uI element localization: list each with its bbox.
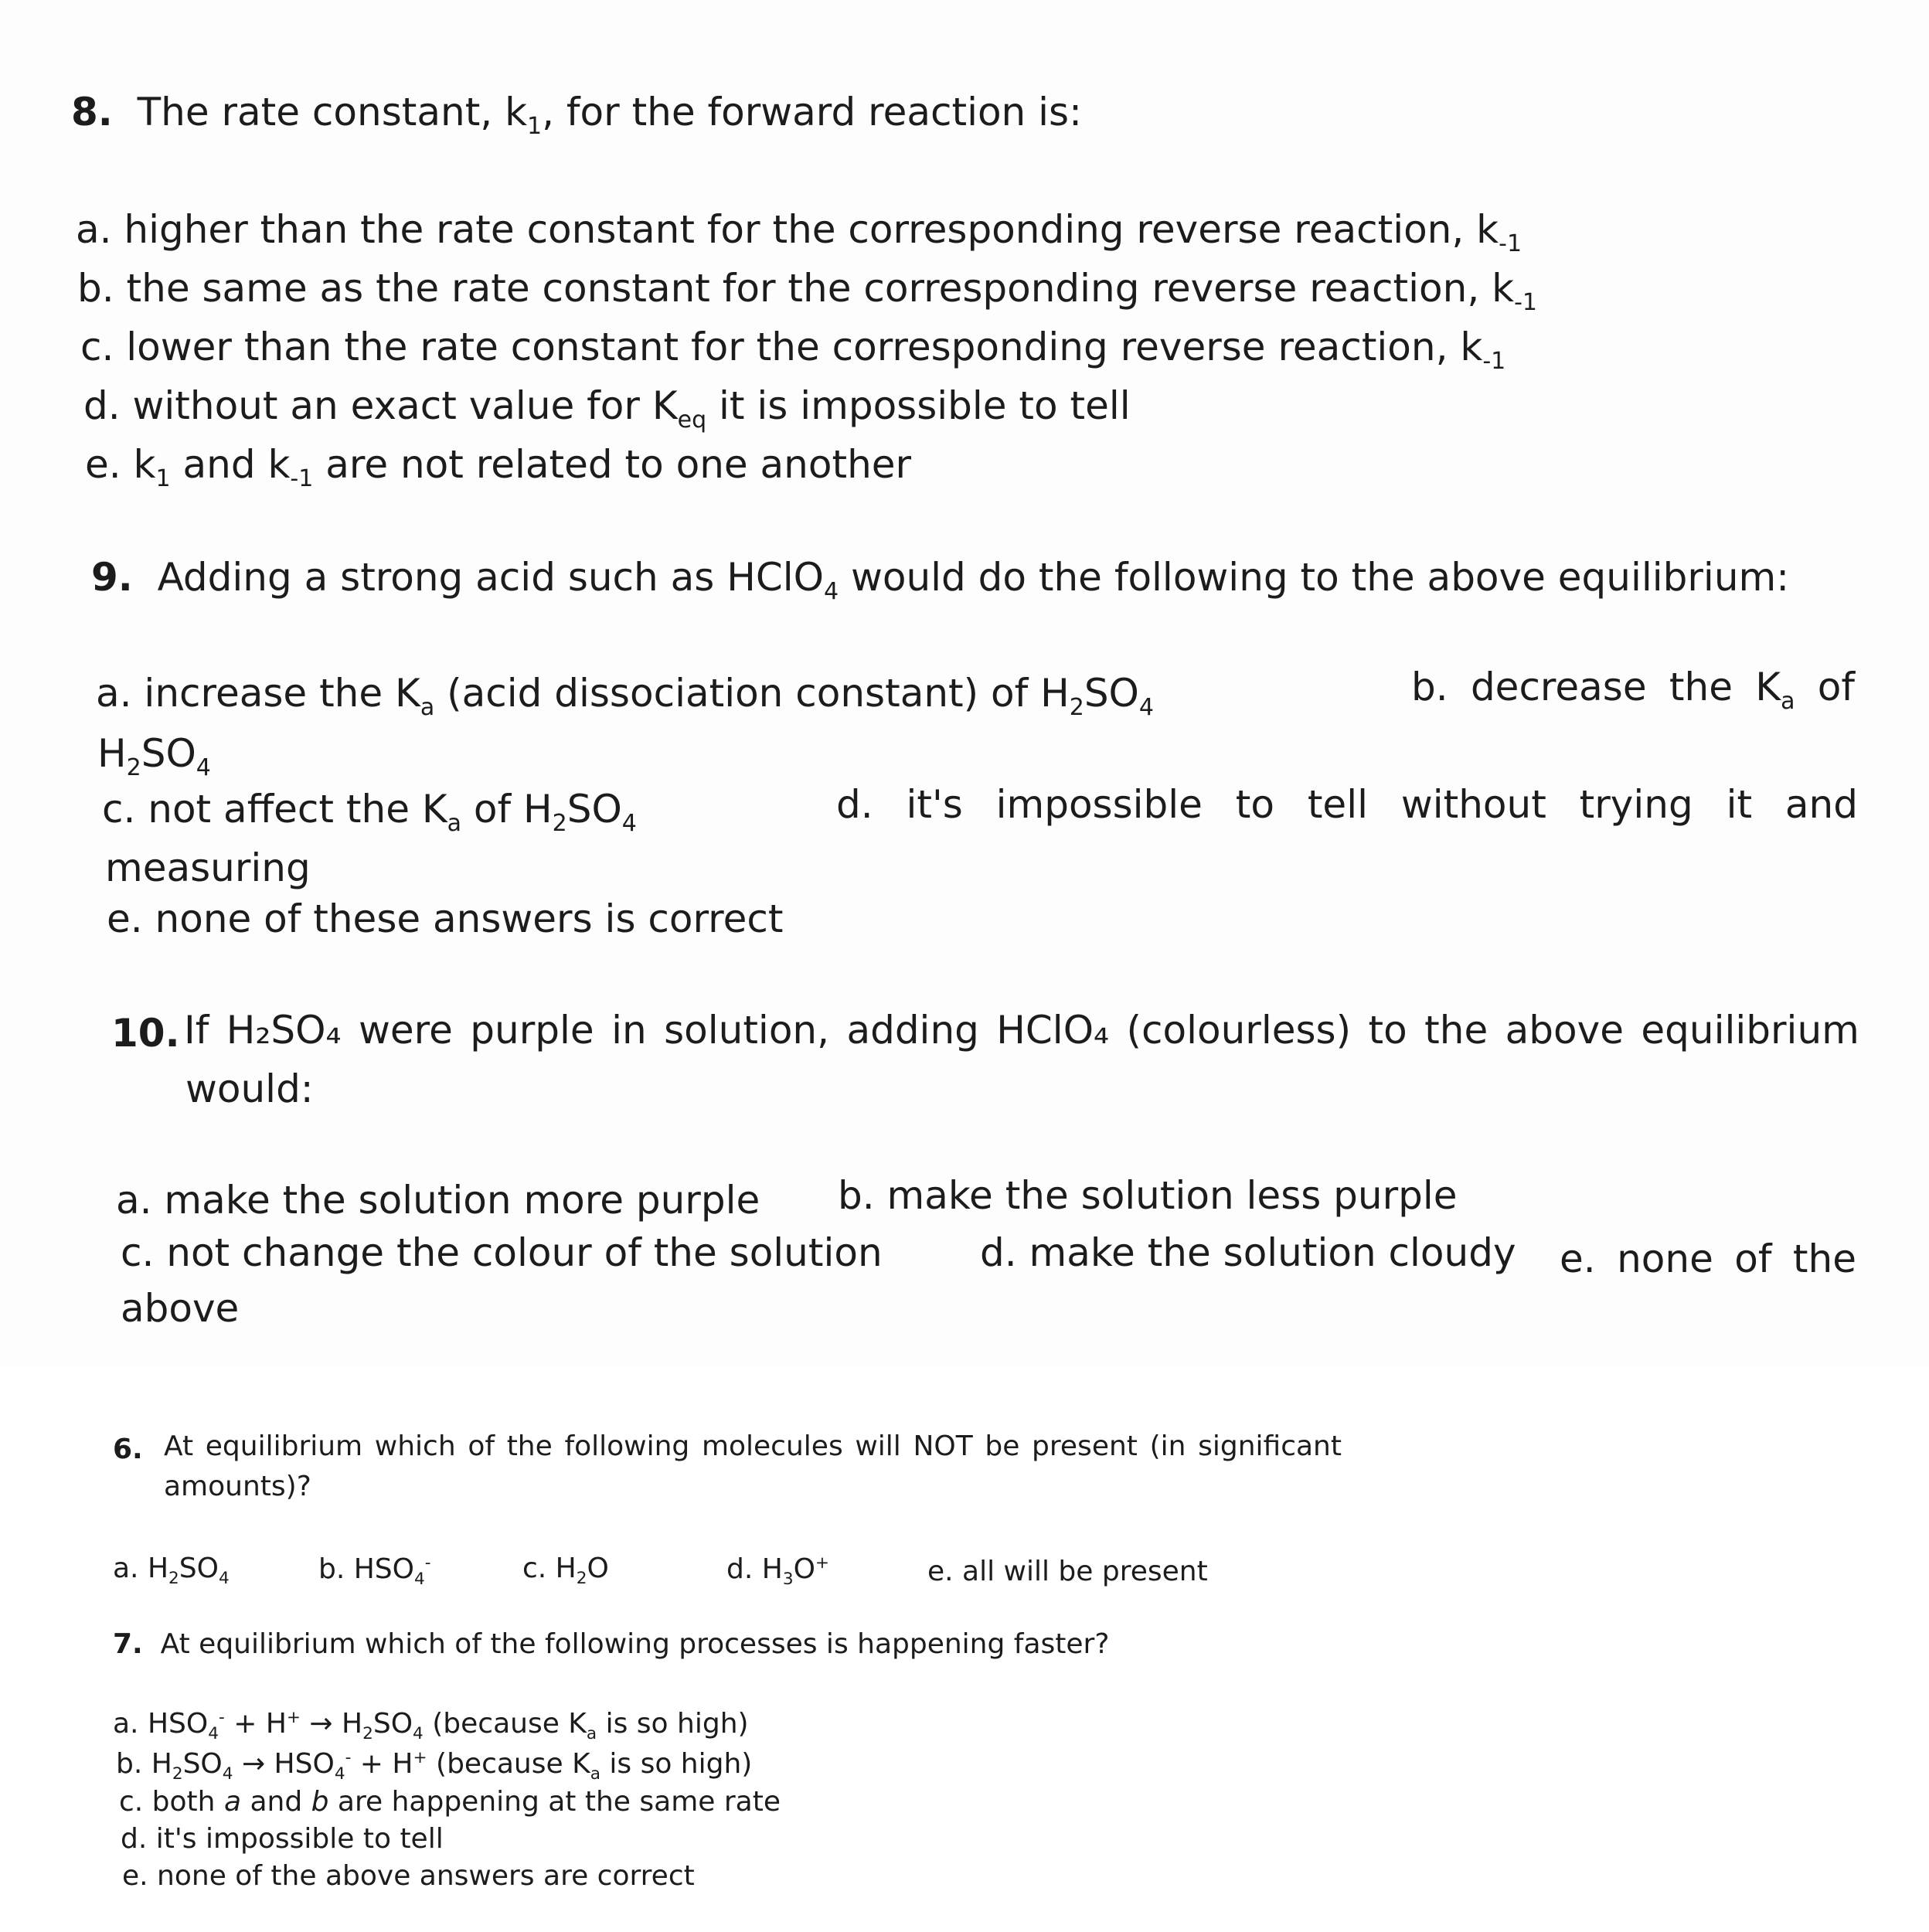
option-10d: d. make the solution cloudy [980,1230,1516,1275]
option-8e: e. $k_1$ and $k_{-1}$ are not related to one another [85,442,912,492]
question-text: At equilibrium which of the following processes is happening faster? [160,1628,1110,1660]
option-9b-wrap: $H_2SO_4$ [97,731,211,781]
option-8a: a. higher than the rate constant for the corresponding reverse reaction, $k_{-1}$ [76,207,1522,257]
option-7c: c. both a and b are happening at the same rate [119,1786,781,1818]
option-7a: a. $HSO_4^- + H^+ \to H_2SO_4$ (because $K_a$ is so high) [113,1708,749,1744]
option-6e: e. all will be present [927,1556,1208,1587]
question-text: Adding a strong acid such as HClO$_4$ would do the following to the above equilibrium: [157,555,1790,605]
option-10e: e. none of the [1560,1236,1856,1281]
option-9d: d. it's impossible to tell without trying it and [836,782,1858,827]
option-9d-wrap: measuring [105,845,311,890]
option-6a: a. $H_2SO_4$ [113,1553,230,1589]
option-6b: b. $HSO_4^-$ [318,1553,431,1590]
question-10-text: If H₂SO₄ were purple in solution, adding HClO₄ (colourless) to the above equilibrium [184,1008,1859,1053]
option-9e: e. none of these answers is correct [107,896,784,941]
question-text: The rate constant, $k_1$, for the forward reaction is: [137,90,1082,140]
option-9c: c. not affect the $K_a$ of $H_2SO_4$ [102,787,637,837]
question-9 [91,555,1790,605]
scanned-page-bottom [0,1366,1449,1932]
question-6-text: At equilibrium which of the following molecules will NOT be present (in significant [164,1430,1342,1462]
option-9a: a. increase the $K_a$ (acid dissociation constant) of $H_2SO_4$ [96,671,1154,721]
question-number: 10. [111,1011,180,1056]
question-6-text-wrap: amounts)? [164,1471,311,1502]
option-7e: e. none of the above answers are correct [122,1860,695,1892]
question-number: 9. [91,555,133,600]
option-8d: d. without an exact value for $K_{eq}$ it is impossible to tell [83,383,1131,434]
option-7d: d. it's impossible to tell [121,1823,444,1855]
option-10a: a. make the solution more purple [116,1178,760,1223]
option-10b: b. make the solution less purple [838,1173,1458,1218]
question-7 [113,1628,1110,1660]
option-8b: b. the same as the rate constant for the corresponding reverse reaction, $k_{-1}$ [77,266,1537,316]
question-number: 7. [113,1628,143,1660]
option-7b: b. $H_2SO_4 \to HSO_4^- + H^+$ (because $K_a$ is so high) [116,1748,753,1784]
question-8 [71,90,1082,140]
question-10-text-wrap: would: [185,1066,314,1111]
question-number: 6. [113,1434,143,1465]
question-number: 8. [71,90,113,134]
option-9b: b. decrease the $K_a$ of [1411,665,1855,715]
option-6d: d. $H_3O^+$ [726,1553,829,1590]
option-6c: c. $H_2O$ [522,1553,609,1589]
option-10e-wrap: above [121,1286,240,1331]
option-10c: c. not change the colour of the solution [121,1230,883,1275]
option-8c: c. lower than the rate constant for the corresponding reverse reaction, $k_{-1}$ [80,325,1506,375]
